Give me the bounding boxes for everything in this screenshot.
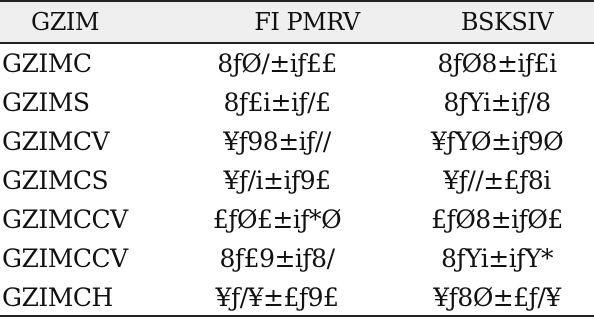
row-label: GZIMC [2,49,92,78]
table-row [0,239,594,278]
row-label: GZIMCCV [2,244,128,273]
row-value-1: 8ƒ£i±iƒ/£ [223,88,331,117]
row-value-1: ¥ƒ98±iƒ// [223,127,331,156]
row-value-2: £ƒØ8±iƒØ£ [431,205,563,234]
row-value-1: 8ƒØ/±iƒ££ [217,49,337,78]
header-cell-0: GZIM [31,8,99,36]
table-header-row [0,0,594,44]
row-value-2: 8ƒYi±iƒ/8 [443,88,551,117]
header-cell-1: FI PMRV [254,8,360,36]
row-value-2: 8ƒYi±iƒY* [441,244,553,273]
row-value-1: 8ƒ£9±iƒ8/ [219,244,335,273]
row-label: GZIMS [2,88,90,117]
row-value-2: ¥ƒ//±£ƒ8i [443,166,551,195]
row-value-1: ¥ƒ/i±iƒ9£ [223,166,331,195]
row-label: GZIMCS [2,166,109,195]
row-value-2: 8ƒØ8±iƒ£i [437,49,557,78]
row-label: GZIMCV [2,127,109,156]
table-row [0,278,594,317]
table-row [0,161,594,200]
row-label: GZIMCCV [2,205,128,234]
row-value-1: ¥ƒ/¥±£ƒ9£ [215,283,339,312]
header-cell-2: BSKSIV [460,8,554,36]
table-row [0,83,594,122]
row-value-2: ¥ƒYØ±iƒ9Ø [430,127,564,156]
table-row [0,122,594,161]
table-row [0,200,594,239]
row-value-1: £ƒØ£±iƒ*Ø [212,205,342,234]
row-value-2: ¥ƒ8Ø±£ƒ/¥ [433,283,561,312]
row-label: GZIMCH [2,283,113,312]
table-row [0,44,594,83]
table-bottom-rule [0,315,594,317]
